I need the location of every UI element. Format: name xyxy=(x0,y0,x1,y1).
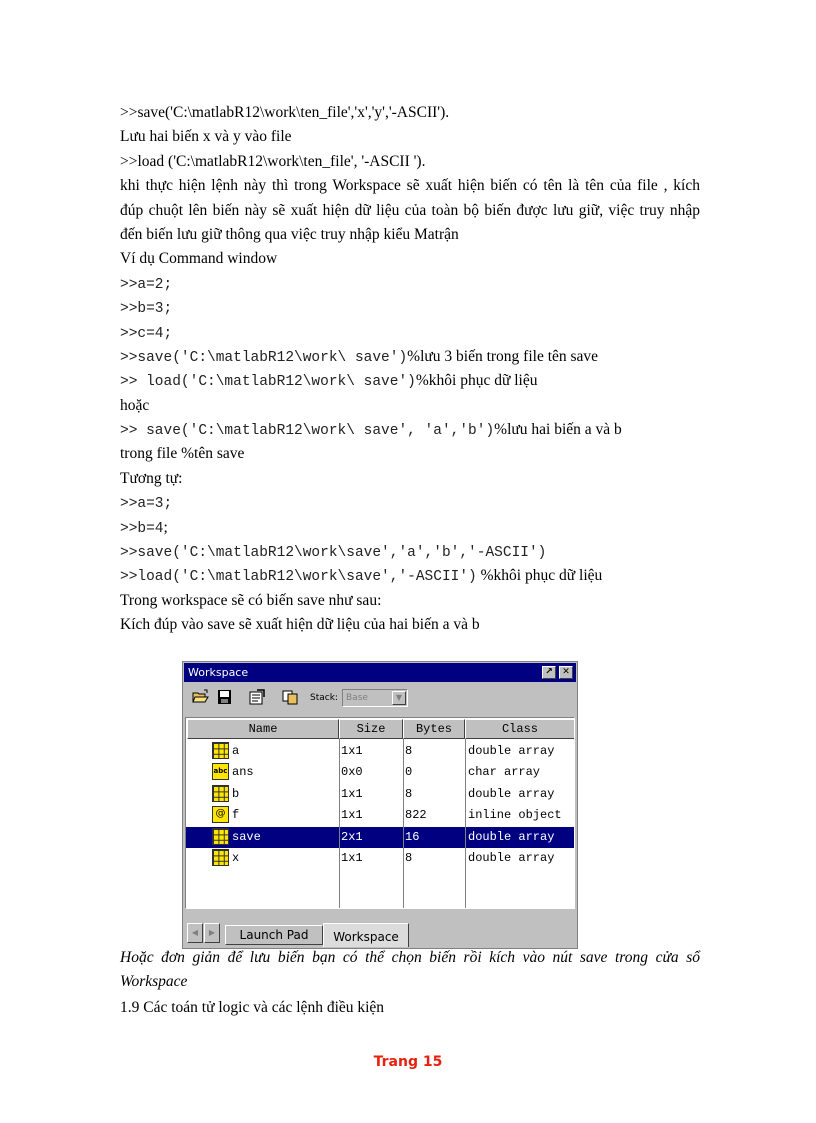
body-line xyxy=(120,589,700,613)
cell-class: double array xyxy=(468,786,555,801)
cell-bytes: 8 xyxy=(405,851,413,865)
body-text-run: %khôi phục dữ liệu xyxy=(415,372,538,390)
body-line xyxy=(120,613,700,637)
body-line xyxy=(120,369,700,393)
body-text-run: >>save('C:\matlabR12\work\ten_file','x','y','-ASCII'). xyxy=(120,104,450,121)
cell-name: x xyxy=(232,851,240,865)
code-snippet: >>a=3; xyxy=(120,496,173,513)
body-line xyxy=(120,564,700,588)
import-data-icon[interactable] xyxy=(248,689,266,705)
code-snippet: >> load('C:\matlabR12\work\ save') xyxy=(120,374,416,391)
undock-button[interactable]: ↗ xyxy=(542,666,556,679)
tab-bar xyxy=(185,913,575,947)
window-title: Workspace xyxy=(188,666,249,679)
body-line xyxy=(120,247,700,271)
body-line xyxy=(120,442,700,466)
cell-class: double array xyxy=(468,851,555,865)
tab-scroll-right-icon[interactable]: ▶ xyxy=(204,923,220,943)
body-line xyxy=(120,516,700,540)
body-text-run: trong file %tên save xyxy=(120,445,245,463)
cell-class: double array xyxy=(468,829,555,844)
column-header-name[interactable]: Name xyxy=(187,719,339,739)
inline-object-icon: @ xyxy=(212,806,229,823)
cell-size: 1x1 xyxy=(341,851,363,865)
page-number: Trang 15 xyxy=(373,1054,443,1070)
cell-name: ans xyxy=(232,765,254,780)
body-text-run: %lưu 3 biến trong file tên save xyxy=(407,347,599,365)
cell-name: save xyxy=(232,829,261,844)
body-text xyxy=(120,101,700,638)
delete-icon[interactable] xyxy=(282,689,300,705)
body-line xyxy=(120,418,700,442)
body-text-run: Lưu hai biến x và y vào file xyxy=(120,128,292,146)
save-icon[interactable] xyxy=(216,689,234,705)
matrix-icon xyxy=(212,828,229,845)
code-snippet: >>save('C:\matlabR12\work\save','a','b','-ASCII') xyxy=(120,545,547,562)
body-line xyxy=(120,467,700,491)
body-line xyxy=(120,199,700,223)
body-line xyxy=(120,272,700,296)
figure-caption: Hoặc đơn giản để lưu biến bạn có thể chọn biến rồi kích vào nút save trong cửa sổ Workspace xyxy=(120,949,700,990)
code-snippet: >>c=4; xyxy=(120,325,173,342)
stack-value: Base xyxy=(346,693,368,703)
cell-class: char array xyxy=(468,765,541,780)
tab-workspace[interactable]: Workspace xyxy=(323,923,409,947)
column-header-size[interactable]: Size xyxy=(339,719,403,739)
cell-class: inline object xyxy=(468,808,562,823)
body-line xyxy=(120,174,700,198)
body-line xyxy=(120,394,700,418)
stack-dropdown[interactable] xyxy=(342,689,408,707)
cell-bytes: 822 xyxy=(405,808,427,823)
cell-size: 0x0 xyxy=(341,765,363,780)
cell-bytes: 16 xyxy=(405,829,420,844)
close-button[interactable]: ✕ xyxy=(559,666,573,679)
table-row[interactable] xyxy=(186,784,574,805)
body-line xyxy=(120,540,700,564)
matrix-icon xyxy=(212,742,229,759)
cell-size: 1x1 xyxy=(341,786,363,801)
body-text-run: ; xyxy=(163,518,168,536)
code-snippet: >>b=3; xyxy=(120,301,173,318)
body-text-run: Kích đúp vào save sẽ xuất hiện dữ liệu của hai biến a và b xyxy=(120,616,480,634)
column-header-bytes[interactable]: Bytes xyxy=(403,719,465,739)
cell-size: 2x1 xyxy=(341,829,363,844)
matrix-icon xyxy=(212,849,229,866)
toolbar xyxy=(184,683,576,711)
column-divider xyxy=(403,739,404,909)
body-line xyxy=(120,101,700,125)
table-row[interactable] xyxy=(186,805,574,826)
cell-name: b xyxy=(232,786,240,801)
body-text-run: đến biến lưu giữ thông qua việc truy nhập kiểu Matrận xyxy=(120,225,459,243)
section-heading: 1.9 Các toán tử logic và các lệnh điều kiện xyxy=(120,999,385,1016)
column-header-class[interactable]: Class xyxy=(465,719,575,739)
table-row[interactable] xyxy=(186,848,574,869)
body-line xyxy=(120,150,700,174)
body-text-run: Trong workspace sẽ có biến save như sau: xyxy=(120,591,382,609)
body-line xyxy=(120,345,700,369)
code-snippet: >>a=2; xyxy=(120,276,173,293)
body-text-run: %khôi phục dữ liệu xyxy=(476,567,603,585)
body-text-run: Tương tự: xyxy=(120,469,183,487)
body-line xyxy=(120,296,700,320)
cell-bytes: 0 xyxy=(405,765,413,780)
body-line xyxy=(120,321,700,345)
cell-name: f xyxy=(232,808,240,823)
char-array-icon: abc xyxy=(212,763,229,780)
chevron-down-icon[interactable]: ▼ xyxy=(392,691,406,705)
tab-launch-pad[interactable]: Launch Pad xyxy=(225,925,323,945)
cell-class: double array xyxy=(468,744,555,758)
title-bar[interactable] xyxy=(184,663,576,682)
body-text-run: Ví dụ Command window xyxy=(120,250,278,268)
column-divider xyxy=(465,739,466,909)
matrix-icon xyxy=(212,785,229,802)
code-snippet: >>save('C:\matlabR12\work\ save') xyxy=(120,349,408,366)
code-snippet: >>load('C:\matlabR12\work\save','-ASCII') xyxy=(120,569,477,586)
workspace-window[interactable] xyxy=(182,661,578,949)
body-text-run: >>load ('C:\matlabR12\work\ten_file', '-ASCII '). xyxy=(120,152,426,170)
cell-size: 1x1 xyxy=(341,744,363,758)
body-line xyxy=(120,223,700,247)
stack-label: Stack: xyxy=(310,693,338,703)
table-row[interactable] xyxy=(186,741,574,762)
body-text-run: %lưu hai biến a và b xyxy=(494,421,622,439)
open-folder-icon[interactable] xyxy=(192,689,210,705)
body-text-run: đúp chuột lên biến này sẽ xuất hiện dữ liệu của toàn bộ biến được lưu giữ, việc truy nhập xyxy=(120,201,700,219)
cell-bytes: 8 xyxy=(405,744,413,758)
body-line xyxy=(120,125,700,149)
cell-size: 1x1 xyxy=(341,808,363,823)
code-snippet: >> save('C:\matlabR12\work\ save', 'a','b') xyxy=(120,423,495,440)
tab-scroll-left-icon[interactable]: ◀ xyxy=(187,923,203,943)
code-snippet: >>b=4 xyxy=(120,520,164,537)
cell-bytes: 8 xyxy=(405,786,413,801)
column-divider xyxy=(339,739,340,909)
cell-name: a xyxy=(232,744,240,758)
body-text-run: hoặc xyxy=(120,396,150,414)
variable-table[interactable] xyxy=(185,717,575,909)
table-row[interactable] xyxy=(186,762,574,783)
body-line xyxy=(120,491,700,515)
table-row[interactable] xyxy=(186,827,574,848)
body-text-run: khi thực hiện lệnh này thì trong Workspace sẽ xuất hiện biến có tên là tên của file , kích xyxy=(120,177,700,195)
